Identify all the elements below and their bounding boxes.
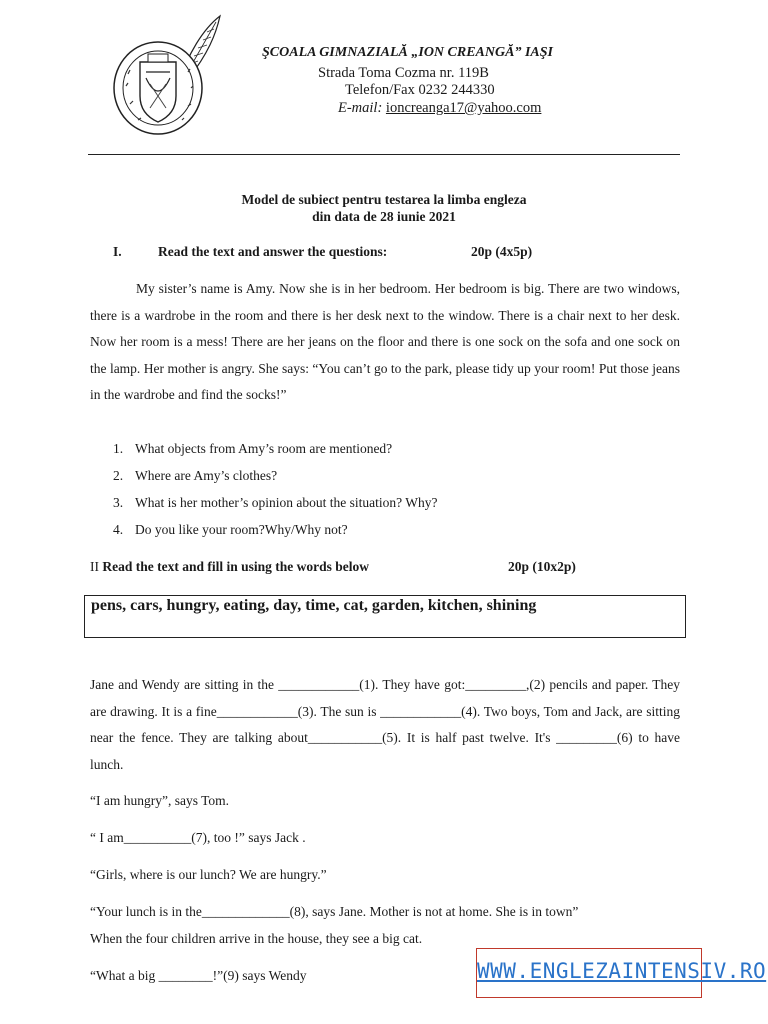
website-watermark (476, 948, 767, 998)
email-label: E-mail: (338, 100, 383, 116)
dialogue-line: “I am hungry”, says Tom. (90, 793, 230, 808)
school-name: ŞCOALA GIMNAZIALĂ „ION CREANGĂ” IAŞI (262, 45, 553, 60)
question-text: Where are Amy’s clothes? (135, 468, 278, 483)
section-1-points: 20p (4x5p) (471, 244, 533, 259)
question-item (113, 468, 277, 484)
email-link[interactable]: ioncreanga17@yahoo.com (385, 100, 542, 116)
school-phone: Telefon/Fax 0232 244330 (345, 82, 495, 98)
narration-line: When the four children arrive in the house, they see a big cat. (90, 931, 423, 946)
question-number: 4. (113, 522, 124, 537)
school-logo (108, 14, 228, 140)
section-1-number: I. (113, 244, 122, 259)
dialogue-line: “Your lunch is in the_____________(8), says Jane. Mother is not at home. She is in town” (90, 904, 579, 919)
school-crest-with-quill-icon (108, 14, 228, 140)
school-address: Strada Toma Cozma nr. 119B (318, 65, 489, 81)
reading-text (90, 276, 680, 409)
section-1-instruction: Read the text and answer the questions: (158, 244, 388, 259)
fill-in-text (90, 672, 680, 778)
dialogue-line: “ I am__________(7), too !” says Jack . (90, 830, 306, 845)
document-date: din data de 28 iunie 2021 (312, 209, 456, 224)
question-number: 1. (113, 441, 124, 456)
fill-in-paragraph: Jane and Wendy are sitting in the ____________(1). They have got:_________,(2) pencils and paper. They are drawing. It is a fine____________(3). The sun is ____________(4). Two boys, Tom and Jack, are sitting near the fence. They are talking about___________(5). It is half past twelve. It's _________(6) to have lunch. (90, 677, 680, 772)
question-item (113, 441, 392, 457)
question-item (113, 495, 437, 511)
question-text: What is her mother’s opinion about the situation? Why? (135, 495, 438, 510)
dialogue-line: “Girls, where is our lunch? We are hungry.” (90, 867, 327, 882)
section-2-instruction: Read the text and fill in using the words below (102, 559, 370, 574)
document-title: Model de subiect pentru testarea la limba engleza (241, 192, 527, 207)
question-text: What objects from Amy’s room are mentioned? (135, 441, 393, 456)
reading-paragraph: My sister’s name is Amy. Now she is in her bedroom. Her bedroom is big. There are two windows, there is a wardrobe in the room and there is her desk next to the window. There is a chair next to her desk. Now her room is a mess! There are her jeans on the floor and there is one sock on the sofa and one sock on the lamp. Her mother is angry. She says: “You can’t go to the park, please tidy up your room! Put those jeans in the wardrobe and find the socks!” (90, 281, 680, 402)
website-link[interactable]: WWW.ENGLEZAINTENSIV.RO (477, 959, 767, 983)
word-bank-box (84, 595, 686, 638)
section-2-number: II (90, 559, 99, 574)
word-bank: pens, cars, hungry, eating, day, time, cat, garden, kitchen, shining (91, 597, 537, 614)
section-2-points: 20p (10x2p) (508, 559, 576, 574)
header-divider (88, 154, 680, 155)
school-email (338, 99, 541, 117)
section-2-heading (90, 559, 369, 575)
question-text: Do you like your room?Why/Why not? (135, 522, 348, 537)
question-number: 3. (113, 495, 124, 510)
question-number: 2. (113, 468, 124, 483)
dialogue-line: “What a big ________!”(9) says Wendy (90, 968, 307, 983)
question-item (113, 522, 348, 538)
